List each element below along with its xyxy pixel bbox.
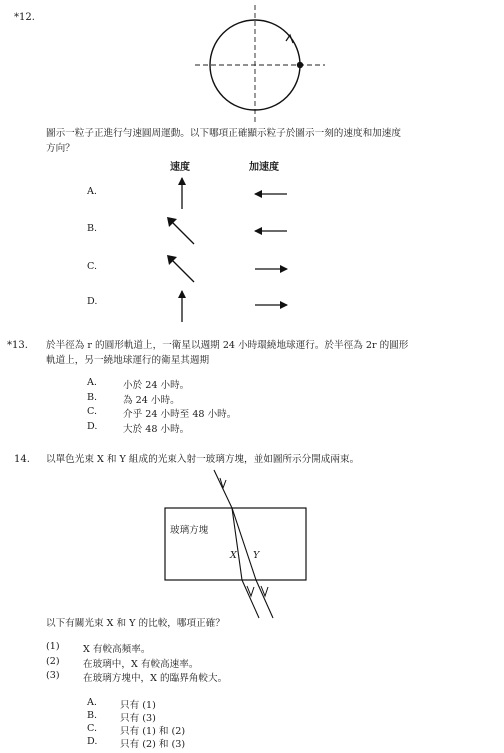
q14-statement-1-text: X 有較高頻率。 — [83, 644, 151, 655]
q12-option-b-acceleration-arrow — [253, 224, 289, 238]
q12-option-d-acceleration-arrow — [253, 298, 289, 312]
q12-option-a-velocity-arrow — [174, 176, 190, 210]
q14-statement-1-num: (1) — [46, 641, 60, 652]
q13-option-c-text: 介乎 24 小時至 48 小時。 — [123, 409, 237, 420]
q14-statement-3-num: (3) — [46, 670, 60, 681]
q14-option-c-text: 只有 (1) 和 (2) — [120, 726, 186, 737]
q12-number: *12. — [14, 12, 35, 23]
q12-option-c-letter: C. — [87, 261, 98, 272]
q12-option-a-acceleration-arrow — [253, 187, 289, 201]
q12-stem-line2: 方向？ — [46, 143, 75, 154]
glass-block-diagram — [160, 470, 310, 620]
q13-stem-line2: 軌道上，另一繞地球運行的衛星其週期 — [46, 355, 210, 366]
q12-stem-line1: 圖示一粒子正進行勻速圓周運動。以下哪項正確顯示粒子於圖示一刻的速度和加速度 — [46, 128, 401, 139]
glass-block-label: 玻璃方塊 — [170, 525, 209, 536]
ray-x-in-glass — [232, 508, 242, 580]
q13-option-c-letter: C. — [87, 406, 98, 417]
q13-option-b-text: 為 24 小時。 — [123, 395, 180, 406]
q14-statement-3-text: 在玻璃方塊中，X 的臨界角較大。 — [83, 673, 228, 684]
q12-option-a-letter: A. — [87, 186, 97, 197]
q12-velocity-header: 速度 — [170, 162, 190, 173]
q14-option-d-letter: D. — [87, 736, 98, 747]
q14-option-d-text: 只有 (2) 和 (3) — [120, 739, 186, 750]
q12-option-d-velocity-arrow — [174, 289, 190, 323]
q12-option-c-velocity-arrow — [166, 254, 196, 284]
q13-option-a-letter: A. — [87, 377, 97, 388]
q12-option-c-acceleration-arrow — [253, 262, 289, 276]
ray-x-label: X — [230, 550, 237, 561]
q12-option-b-letter: B. — [87, 223, 98, 234]
ray-x-emergent — [242, 580, 259, 618]
q13-option-a-text: 小於 24 小時。 — [123, 380, 190, 391]
circular-motion-diagram — [195, 5, 335, 125]
q14-option-b-letter: B. — [87, 710, 98, 721]
q14-statement-2-text: 在玻璃中，X 有較高速率。 — [83, 659, 199, 670]
ray-y-emergent — [256, 580, 273, 618]
q14-question: 以下有關光束 X 和 Y 的比較，哪項正確？ — [46, 618, 225, 629]
direction-arrowhead — [286, 35, 293, 43]
ray-y-in-glass — [232, 508, 256, 580]
q14-statement-2-num: (2) — [46, 656, 60, 667]
q13-option-d-letter: D. — [87, 421, 98, 432]
q14-option-a-text: 只有 (1) — [120, 700, 156, 711]
q14-option-b-text: 只有 (3) — [120, 713, 156, 724]
incident-ray-arrowhead — [220, 478, 226, 488]
q12-option-b-velocity-arrow — [166, 216, 196, 246]
particle-dot — [297, 62, 303, 68]
q14-option-c-letter: C. — [87, 723, 98, 734]
q13-option-d-text: 大於 48 小時。 — [123, 424, 190, 435]
q14-number: 14. — [14, 454, 30, 465]
q12-option-d-letter: D. — [87, 296, 98, 307]
q14-option-a-letter: A. — [87, 697, 97, 708]
ray-y-label: Y — [253, 550, 260, 561]
q12-acceleration-header: 加速度 — [249, 162, 279, 173]
q13-number: *13. — [7, 340, 28, 351]
q14-stem: 以單色光束 X 和 Y 組成的光束入射一玻璃方塊，並如圖所示分開成兩束。 — [46, 454, 360, 465]
q13-option-b-letter: B. — [87, 392, 98, 403]
q13-stem-line1: 於半徑為 r 的圓形軌道上，一衛星以週期 24 小時環繞地球運行。於半徑為 2r 的圓形 — [46, 340, 409, 351]
